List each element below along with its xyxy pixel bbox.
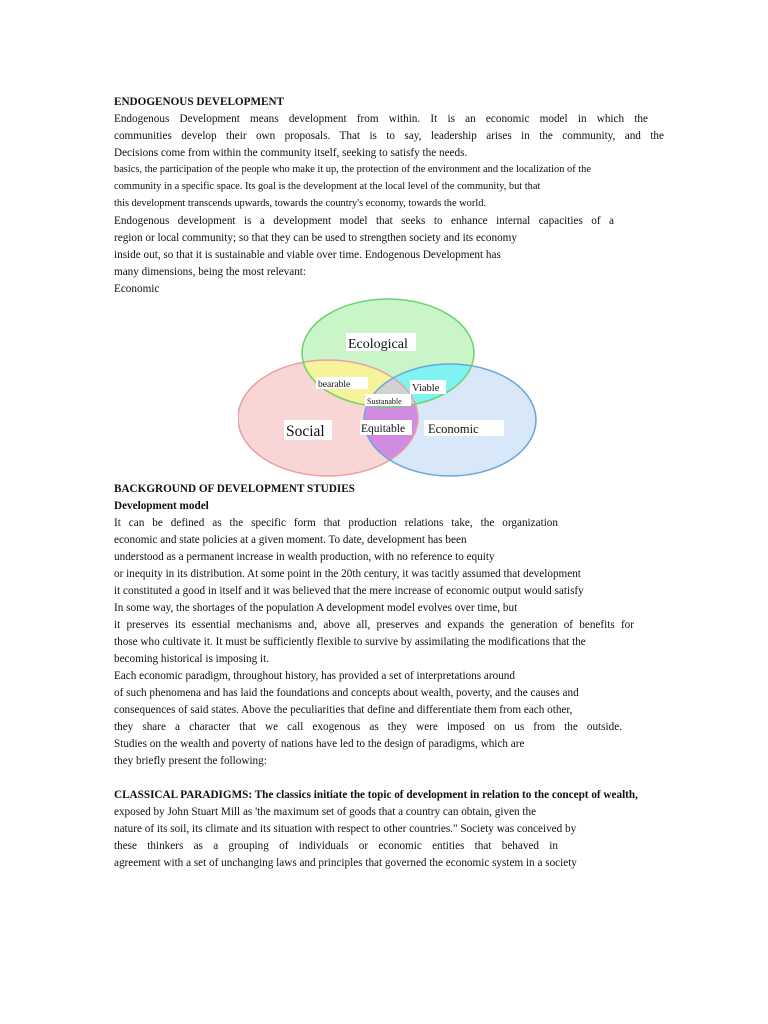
paragraph-line: Economic xyxy=(114,283,160,295)
paragraph-line: these thinkers as a grouping of individuals or economic entities that behaved in xyxy=(114,840,558,852)
paragraph-line: Endogenous Development means development from within. It is an economic model in which the xyxy=(114,113,648,125)
paragraph-line: It can be defined as the specific form that production relations take, the organization xyxy=(114,517,558,529)
paragraph-line: consequences of said states. Above the peculiarities that define and differentiate them from each other, xyxy=(114,704,573,716)
paragraph-line: this development transcends upwards, towards the country's economy, towards the world. xyxy=(114,198,487,209)
sustainability-venn-diagram xyxy=(238,298,540,482)
paragraph-line: it preserves its essential mechanisms and, above all, preserves and expands the generation of benefits for xyxy=(114,619,634,631)
paragraph-line: inside out, so that it is sustainable and viable over time. Endogenous Development has xyxy=(114,249,501,261)
paragraph-line: those who cultivate it. It must be sufficiently flexible to survive by assimilating the modifications that the xyxy=(114,636,586,648)
paragraph-line: or inequity in its distribution. At some point in the 20th century, it was tacitly assumed that development xyxy=(114,568,581,580)
paragraph-line: many dimensions, being the most relevant: xyxy=(114,266,307,278)
paragraph-line: they briefly present the following: xyxy=(114,755,267,767)
paragraph-line: it constituted a good in itself and it was believed that the mere increase of economic output would satisfy xyxy=(114,585,584,597)
economic-label: Economic xyxy=(428,422,479,436)
paragraph-line: becoming historical is imposing it. xyxy=(114,653,270,665)
paragraph-line: basics, the participation of the people who make it up, the protection of the environment and the localization of the xyxy=(114,164,591,175)
ecological-label: Ecological xyxy=(348,337,408,352)
paragraph-line: Each economic paradigm, throughout history, has provided a set of interpretations around xyxy=(114,670,515,682)
paragraph-line: In some way, the shortages of the population A development model evolves over time, but xyxy=(114,602,518,614)
sustainable-label: Sustanable xyxy=(367,397,402,406)
heading-endogenous-development: ENDOGENOUS DEVELOPMENT xyxy=(114,96,285,108)
paragraph-line: region or local community; so that they can be used to strengthen society and its economy xyxy=(114,232,517,244)
paragraph-line: community in a specific space. Its goal is the development at the local level of the community, but that xyxy=(114,181,541,192)
paragraph-line: Studies on the wealth and poverty of nations have led to the design of paradigms, which are xyxy=(114,738,525,750)
paragraph-line: exposed by John Stuart Mill as 'the maximum set of goods that a country can obtain, given the xyxy=(114,806,537,818)
subheading-development-model: Development model xyxy=(114,500,209,512)
viable-label: Viable xyxy=(412,383,440,394)
paragraph-line: Endogenous development is a development model that seeks to enhance internal capacities of a xyxy=(114,215,614,227)
bearable-label: bearable xyxy=(318,380,351,390)
paragraph-line: communities develop their own proposals. That is to say, leadership arises in the community, and the xyxy=(114,130,664,142)
social-label: Social xyxy=(286,423,325,440)
paragraph-line: of such phenomena and has laid the foundations and concepts about wealth, poverty, and the causes and xyxy=(114,687,579,699)
paragraph-line: nature of its soil, its climate and its situation with respect to other countries." Society was conceived by xyxy=(114,823,577,835)
paragraph-line: they share a character that we call exogenous as they were imposed on us from the outside. xyxy=(114,721,622,733)
heading-classical-paradigms: CLASSICAL PARADIGMS: The classics initiate the topic of development in relation to the concept of wealth, xyxy=(114,789,638,801)
equitable-label: Equitable xyxy=(361,423,406,435)
paragraph-line: agreement with a set of unchanging laws and principles that governed the economic system in a society xyxy=(114,857,577,869)
heading-background-development-studies: BACKGROUND OF DEVELOPMENT STUDIES xyxy=(114,483,355,495)
paragraph-line: Decisions come from within the community itself, seeking to satisfy the needs. xyxy=(114,147,468,159)
paragraph-line: economic and state policies at a given moment. To date, development has been xyxy=(114,534,467,546)
paragraph-line: understood as a permanent increase in wealth production, with no reference to equity xyxy=(114,551,495,563)
